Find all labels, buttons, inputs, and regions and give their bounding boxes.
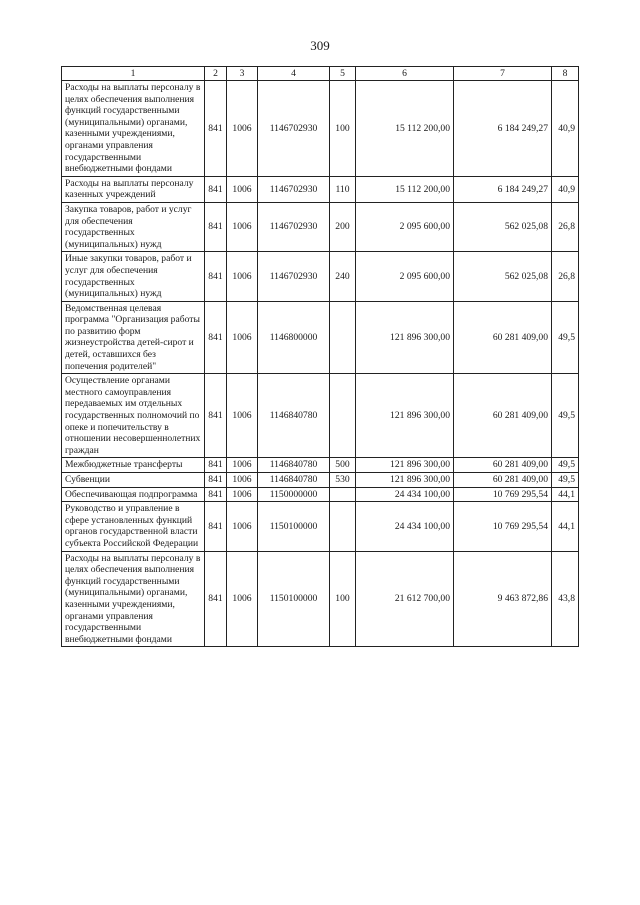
- table-row: [62, 301, 579, 374]
- column-header: 3: [227, 67, 258, 81]
- row-target-cell: 1146702930: [258, 252, 330, 301]
- row-code-cell: 841: [205, 301, 227, 374]
- row-target-cell: 1150100000: [258, 551, 330, 647]
- row-plan-cell: 21 612 700,00: [356, 551, 454, 647]
- row-actual-cell: 60 281 409,00: [454, 374, 552, 458]
- table-row: [62, 176, 579, 202]
- row-plan-cell: 15 112 200,00: [356, 176, 454, 202]
- row-section-cell: 1006: [227, 202, 258, 251]
- row-code-cell: 841: [205, 551, 227, 647]
- row-name-cell: Межбюджетные трансферты: [62, 458, 205, 473]
- row-name-cell: Осуществление органами местного самоуправления передаваемых им отдельных государственных полномочий по опеке и попечительству в отношении несовершеннолетних граждан: [62, 374, 205, 458]
- row-code-cell: 841: [205, 374, 227, 458]
- row-type-cell: 100: [330, 551, 356, 647]
- row-plan-cell: 15 112 200,00: [356, 81, 454, 177]
- row-actual-cell: 60 281 409,00: [454, 473, 552, 488]
- table-row: [62, 458, 579, 473]
- row-section-cell: 1006: [227, 502, 258, 551]
- row-name-cell: Ведомственная целевая программа "Организация работы по развитию форм жизнеустройства детей-сирот и детей, оставшихся без попечения родителей": [62, 301, 205, 374]
- row-type-cell: 500: [330, 458, 356, 473]
- row-percent-cell: 49,5: [552, 301, 579, 374]
- row-percent-cell: 49,5: [552, 458, 579, 473]
- row-section-cell: 1006: [227, 176, 258, 202]
- column-header: 2: [205, 67, 227, 81]
- row-name-cell: Расходы на выплаты персоналу в целях обеспечения выполнения функций государственными (муниципальными) органами, казенными учреждениями, органами управления государственными внебюджетными фондами: [62, 551, 205, 647]
- row-code-cell: 841: [205, 176, 227, 202]
- table-header-row: [62, 67, 579, 81]
- row-plan-cell: 121 896 300,00: [356, 374, 454, 458]
- column-header: 4: [258, 67, 330, 81]
- row-name-cell: Руководство и управление в сфере установленных функций органов государственной власти субъекта Российской Федерации: [62, 502, 205, 551]
- row-plan-cell: 2 095 600,00: [356, 252, 454, 301]
- row-section-cell: 1006: [227, 551, 258, 647]
- row-type-cell: [330, 374, 356, 458]
- row-name-cell: Субвенции: [62, 473, 205, 488]
- row-target-cell: 1146702930: [258, 176, 330, 202]
- row-code-cell: 841: [205, 202, 227, 251]
- row-target-cell: 1146840780: [258, 374, 330, 458]
- row-type-cell: [330, 301, 356, 374]
- row-name-cell: Расходы на выплаты персоналу казенных учреждений: [62, 176, 205, 202]
- row-name-cell: Обеспечивающая подпрограмма: [62, 487, 205, 502]
- table-row: [62, 202, 579, 251]
- row-percent-cell: 49,5: [552, 473, 579, 488]
- column-header: 8: [552, 67, 579, 81]
- page-number: 309: [310, 38, 330, 53]
- row-plan-cell: 24 434 100,00: [356, 502, 454, 551]
- column-header: 5: [330, 67, 356, 81]
- row-section-cell: 1006: [227, 301, 258, 374]
- row-percent-cell: 49,5: [552, 374, 579, 458]
- row-section-cell: 1006: [227, 487, 258, 502]
- row-type-cell: 240: [330, 252, 356, 301]
- row-target-cell: 1146840780: [258, 458, 330, 473]
- row-plan-cell: 121 896 300,00: [356, 301, 454, 374]
- row-plan-cell: 121 896 300,00: [356, 458, 454, 473]
- row-actual-cell: 6 184 249,27: [454, 176, 552, 202]
- row-name-cell: Расходы на выплаты персоналу в целях обеспечения выполнения функций государственными (муниципальными) органами, казенными учреждениями, органами управления государственными внебюджетными фондами: [62, 81, 205, 177]
- row-type-cell: [330, 487, 356, 502]
- row-code-cell: 841: [205, 81, 227, 177]
- row-percent-cell: 43,8: [552, 551, 579, 647]
- row-type-cell: 530: [330, 473, 356, 488]
- row-percent-cell: 40,9: [552, 81, 579, 177]
- table-row: [62, 502, 579, 551]
- row-section-cell: 1006: [227, 473, 258, 488]
- row-actual-cell: 6 184 249,27: [454, 81, 552, 177]
- row-section-cell: 1006: [227, 458, 258, 473]
- row-percent-cell: 40,9: [552, 176, 579, 202]
- table-row: [62, 551, 579, 647]
- row-type-cell: 200: [330, 202, 356, 251]
- table-row: [62, 374, 579, 458]
- row-actual-cell: 9 463 872,86: [454, 551, 552, 647]
- row-percent-cell: 44,1: [552, 502, 579, 551]
- row-actual-cell: 562 025,08: [454, 252, 552, 301]
- row-target-cell: 1146800000: [258, 301, 330, 374]
- row-plan-cell: 2 095 600,00: [356, 202, 454, 251]
- row-name-cell: Закупка товаров, работ и услуг для обеспечения государственных (муниципальных) нужд: [62, 202, 205, 251]
- row-target-cell: 1146840780: [258, 473, 330, 488]
- row-code-cell: 841: [205, 252, 227, 301]
- row-code-cell: 841: [205, 487, 227, 502]
- table-row: [62, 81, 579, 177]
- row-plan-cell: 24 434 100,00: [356, 487, 454, 502]
- row-type-cell: 110: [330, 176, 356, 202]
- budget-table: [61, 66, 579, 647]
- row-percent-cell: 26,8: [552, 202, 579, 251]
- column-header: 1: [62, 67, 205, 81]
- row-plan-cell: 121 896 300,00: [356, 473, 454, 488]
- row-actual-cell: 60 281 409,00: [454, 458, 552, 473]
- row-section-cell: 1006: [227, 81, 258, 177]
- row-target-cell: 1146702930: [258, 202, 330, 251]
- row-name-cell: Иные закупки товаров, работ и услуг для обеспечения государственных (муниципальных) нужд: [62, 252, 205, 301]
- row-percent-cell: 44,1: [552, 487, 579, 502]
- row-actual-cell: 562 025,08: [454, 202, 552, 251]
- row-target-cell: 1146702930: [258, 81, 330, 177]
- table-row: [62, 473, 579, 488]
- row-actual-cell: 60 281 409,00: [454, 301, 552, 374]
- row-section-cell: 1006: [227, 252, 258, 301]
- column-header: 6: [356, 67, 454, 81]
- row-actual-cell: 10 769 295,54: [454, 502, 552, 551]
- column-header: 7: [454, 67, 552, 81]
- row-type-cell: 100: [330, 81, 356, 177]
- row-section-cell: 1006: [227, 374, 258, 458]
- row-percent-cell: 26,8: [552, 252, 579, 301]
- row-type-cell: [330, 502, 356, 551]
- table-row: [62, 487, 579, 502]
- row-code-cell: 841: [205, 473, 227, 488]
- row-code-cell: 841: [205, 458, 227, 473]
- row-target-cell: 1150100000: [258, 502, 330, 551]
- row-target-cell: 1150000000: [258, 487, 330, 502]
- table-row: [62, 252, 579, 301]
- row-code-cell: 841: [205, 502, 227, 551]
- row-actual-cell: 10 769 295,54: [454, 487, 552, 502]
